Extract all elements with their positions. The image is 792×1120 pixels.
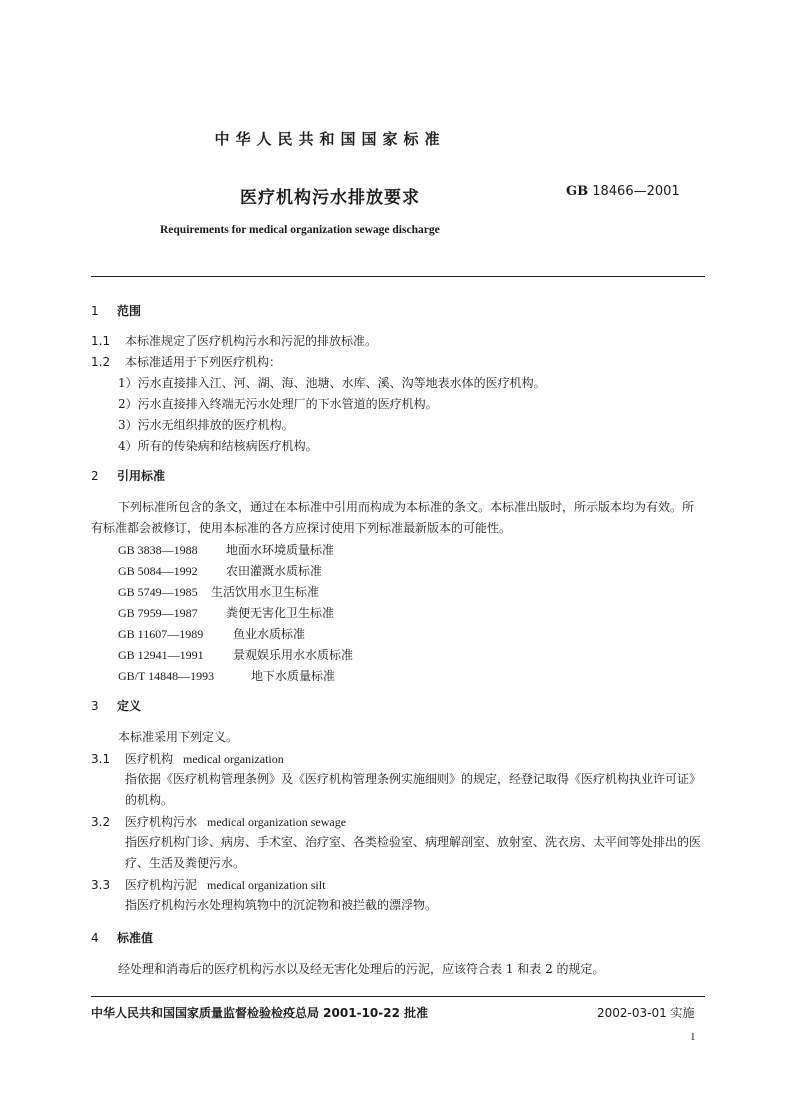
definition-term-en: medical organization sewage [207,815,347,829]
reference-name: 地面水环境质量标准 [226,543,335,557]
reference-item [118,604,334,621]
definition-desc: 指依据《医疗机构管理条例》及《医疗机构管理条例实施细则》的规定，经登记取得《医疗机构执业许可证》的机构。 [125,772,702,807]
clause-number: 3.1 [91,752,111,766]
reference-name: 农田灌溉水质标准 [226,564,323,578]
section-2-intro: 下列标准所包含的条文，通过在本标准中引用而构成为本标准的条文。本标准出版时，所示版本均为有效。所有标准都会被修订，使用本标准的各方应探讨使用下列标准最新版本的可能性。 [91,500,695,535]
clause-number: 1.1 [91,334,111,348]
standard-title: 中华人民共和国国家标准 [214,130,446,148]
section-title: 定义 [117,699,142,713]
reference-name: 生活饮用水卫生标准 [211,585,320,599]
section-title: 引用标准 [117,469,166,483]
list-item: 3）污水无组织排放的医疗机构。 [118,418,294,432]
section-title: 标准值 [117,931,154,945]
definition-3-3 [91,876,325,893]
section-4-heading [91,929,153,946]
reference-item [118,625,305,642]
section-number: 3 [91,699,99,713]
reference-item [118,667,335,684]
reference-item [118,541,334,558]
section-2-heading [91,467,165,484]
definition-desc: 指医疗机构门诊、病房、手术室、治疗室、各类检验室、病理解剖室、放射室、洗衣房、太平间等处排出的医疗、生活及粪便污水。 [125,835,702,870]
list-item: 2）污水直接排入终端无污水处理厂的下水管道的医疗机构。 [118,397,438,411]
reference-code: GB 3838—1988 [118,543,198,557]
reference-item [118,562,322,579]
english-title: Requirements for medical organization sewage discharge [160,224,440,236]
page-number: 1 [690,1031,696,1043]
definition-3-1 [91,750,284,767]
reference-name: 景观娱乐用水水质标准 [233,648,354,662]
footer-divider [91,996,705,997]
definition-desc: 指医疗机构污水处理构筑物中的沉淀物和被拦截的漂浮物。 [125,898,438,912]
reference-code: GB 11607—1989 [118,627,204,641]
section-1-heading [91,302,141,319]
section-4-text: 经处理和消毒后的医疗机构污水以及经无害化处理后的污泥，应该符合表 1 和表 2 的规定。 [118,962,605,976]
reference-code: GB 7959—1987 [118,606,198,620]
list-item: 4）所有的传染病和结核病医疗机构。 [118,439,318,453]
clause-1-2 [91,353,281,370]
standard-code-prefix: GB [566,184,589,199]
clause-number: 3.2 [91,815,111,829]
clause-text: 本标准规定了医疗机构污水和污泥的排放标准。 [125,334,378,348]
reference-name: 地下水质量标准 [251,669,336,683]
reference-name: 粪便无害化卫生标准 [226,606,335,620]
clause-number: 1.2 [91,355,111,369]
definition-term: 医疗机构污泥 [125,878,198,892]
reference-code: GB/T 14848—1993 [118,669,215,683]
list-item: 1）污水直接排入江、河、湖、海、池塘、水库、溪、沟等地表水体的医疗机构。 [118,376,546,390]
clause-1-1 [91,332,377,349]
section-number: 2 [91,469,99,483]
header-divider [91,276,705,277]
section-title: 范围 [117,304,142,318]
definition-term-en: medical organization [183,752,284,766]
standard-code [566,184,680,199]
reference-code: GB 5084—1992 [118,564,198,578]
reference-name: 鱼业水质标准 [233,627,306,641]
definition-3-2 [91,813,346,830]
definition-term: 医疗机构污水 [125,815,198,829]
clause-number: 3.3 [91,878,111,892]
standard-code-number: 18466—2001 [592,184,680,199]
section-number: 4 [91,931,99,945]
reference-item [118,646,353,663]
section-3-intro: 本标准采用下列定义。 [118,730,239,744]
reference-code: GB 5749—1985 [118,585,198,599]
section-number: 1 [91,304,99,318]
document-title: 医疗机构污水排放要求 [240,188,420,208]
clause-text: 本标准适用于下列医疗机构： [125,355,282,369]
reference-item [118,583,319,600]
implementation-date: 2002-03-01 实施 [597,1006,695,1020]
definition-term-en: medical organization silt [207,878,326,892]
approval-line: 中华人民共和国国家质量监督检验检疫总局 2001-10-22 批准 [91,1006,429,1020]
section-3-heading [91,697,141,714]
definition-term: 医疗机构 [125,752,174,766]
reference-code: GB 12941—1991 [118,648,204,662]
